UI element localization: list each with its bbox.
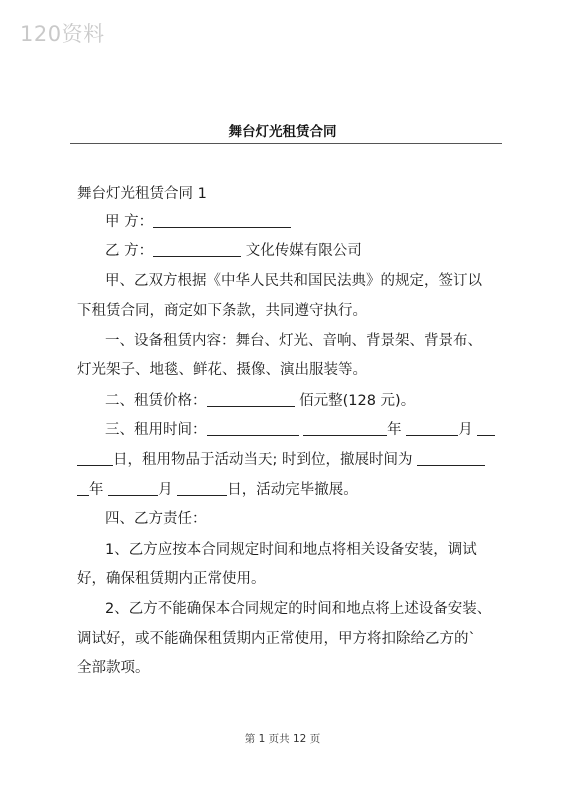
document-title: 舞台灯光租赁合同 — [228, 124, 337, 140]
price-blank — [207, 391, 295, 407]
contract-heading: 舞台灯光租赁合同 1 — [77, 186, 207, 202]
year-label-2: 年 — [89, 482, 104, 498]
clause4-item2-line-2: 调试好，或不能确保租赁期内正常使用，甲方将扣除给乙方的` — [77, 631, 476, 647]
clause3-day-text: 日，租用物品于活动当天; 时到位，撤展时间为 — [113, 452, 413, 468]
clause3-day-end: 日，活动完毕撤展。 — [227, 482, 358, 498]
watermark-logo: 120资料 — [20, 22, 105, 46]
clause3-line-3 — [77, 480, 358, 500]
month-label: 月 — [458, 422, 473, 438]
clause2-suffix: 佰元整(128 元)。 — [299, 393, 416, 409]
day-blank — [77, 450, 113, 466]
clause1-line-1: 一、设备租赁内容：舞台、灯光、音响、背景架、背景布、 — [105, 333, 482, 349]
year-label: 年 — [387, 422, 402, 438]
party-a-line — [105, 212, 291, 232]
party-a-label: 甲 方： — [105, 214, 154, 230]
page-number-footer: 第 1 页共 12 页 — [244, 733, 321, 745]
removal-month-blank — [108, 480, 158, 496]
clause4-item2-line-3: 全部款项。 — [77, 660, 150, 676]
party-b-label: 乙 方： — [105, 243, 154, 259]
intro-line-1: 甲、乙双方根据《中华人民共和国民法典》的规定，签订以 — [105, 273, 482, 289]
removal-year-blank — [77, 480, 89, 496]
intro-line-2: 下租赁合同，商定如下条款，共同遵守执行。 — [77, 303, 367, 319]
party-b-suffix: 文化传媒有限公司 — [245, 243, 362, 259]
clause3-line-2 — [77, 450, 485, 470]
clause4-item2-line-1: 2、乙方不能确保本合同规定的时间和地点将上述设备安装、 — [105, 601, 492, 617]
party-b-blank — [153, 241, 241, 257]
clause1-line-2: 灯光架子、地毯、鲜花、摄像、演出服装等。 — [77, 362, 367, 378]
party-b-line — [105, 241, 362, 261]
day-blank-start — [477, 420, 495, 436]
clause2-label: 二、租赁价格： — [105, 393, 207, 409]
clause3-label: 三、租用时间： — [105, 422, 207, 438]
clause4-item1-line-2: 好，确保租赁期内正常使用。 — [77, 571, 266, 587]
month-blank — [406, 420, 458, 436]
time-blank — [207, 420, 299, 436]
removal-time-blank — [417, 450, 485, 466]
month-label-2: 月 — [158, 482, 173, 498]
clause2-line — [105, 391, 415, 411]
year-blank — [303, 420, 387, 436]
clause4-item1-line-1: 1、乙方应按本合同规定时间和地点将相关设备安装，调试 — [105, 542, 477, 558]
party-a-blank — [153, 212, 291, 228]
removal-day-blank — [177, 480, 227, 496]
title-divider — [70, 143, 502, 144]
clause3-line-1 — [105, 420, 495, 440]
clause4-title: 四、乙方责任： — [105, 511, 207, 527]
